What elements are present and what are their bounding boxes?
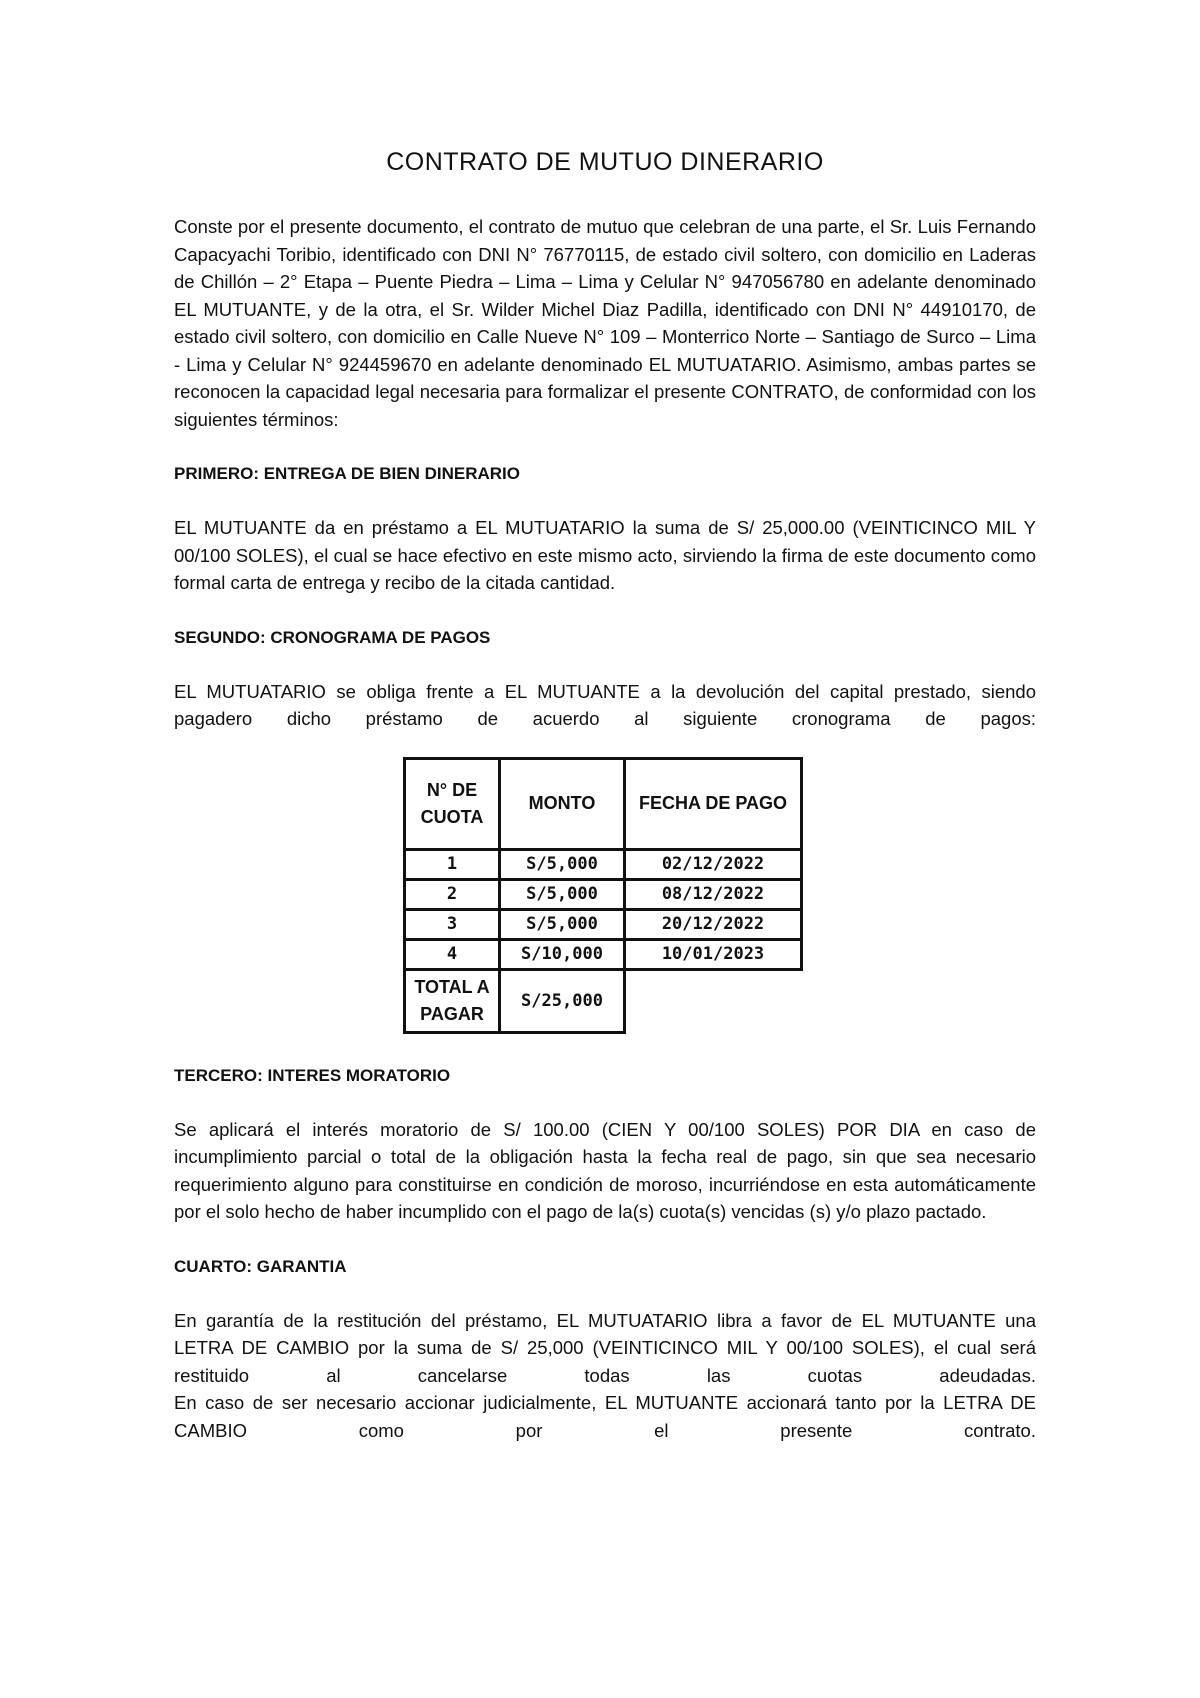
section-body-segundo: EL MUTUATARIO se obliga frente a EL MUTUANTE a la devolución del capital prestado, siendo pagadero dicho préstamo de acuerdo al siguiente cronograma de pagos:: [174, 680, 1036, 729]
table-row: [405, 849, 802, 879]
cell-cuota: 3: [405, 909, 500, 939]
header-monto: MONTO: [500, 758, 625, 849]
cell-cuota: 4: [405, 939, 500, 969]
table-row: [405, 939, 802, 969]
section-heading-primero: PRIMERO: ENTREGA DE BIEN DINERARIO: [174, 464, 521, 483]
table-total-row: [405, 969, 802, 1032]
cell-fecha: 10/01/2023: [625, 939, 802, 969]
section-heading-tercero: TERCERO: INTERES MORATORIO: [174, 1065, 451, 1085]
section-body-cuarto-1: En garantía de la restitución del préstamo, EL MUTUATARIO libra a favor de EL MUTUANTE una LETRA DE CAMBIO por la suma de S/ 25,000 (VEINTICINCO MIL Y 00/100 SOLES), el cual será restituido al cancelarse todas las cuotas adeudadas.: [174, 1309, 1036, 1386]
section-body-primero: EL MUTUANTE da en préstamo a EL MUTUATARIO la suma de S/ 25,000.00 (VEINTICINCO MIL Y 00/100 SOLES), el cual se hace efectivo en este mismo acto, sirviendo la firma de este documento como formal carta de entrega y recibo de la citada cantidad.: [174, 517, 1036, 593]
cell-monto: S/5,000: [500, 909, 625, 939]
table-header-row: [405, 758, 802, 849]
cell-fecha: 20/12/2022: [625, 909, 802, 939]
section-heading-segundo: SEGUNDO: CRONOGRAMA DE PAGOS: [174, 627, 491, 647]
section-heading-cuarto: CUARTO: GARANTIA: [174, 1256, 347, 1276]
total-value: S/25,000: [500, 969, 625, 1032]
header-cuota: N° DE CUOTA: [405, 758, 500, 849]
cell-fecha: 08/12/2022: [625, 879, 802, 909]
document-title: CONTRATO DE MUTUO DINERARIO: [386, 148, 824, 176]
section-body-cuarto-2: En caso de ser necesario accionar judicialmente, EL MUTUANTE accionará tanto por la LETRA DE CAMBIO como por el presente contrato.: [174, 1392, 1036, 1441]
cell-fecha: 02/12/2022: [625, 849, 802, 879]
header-fecha: FECHA DE PAGO: [625, 758, 802, 849]
empty-cell: [625, 969, 802, 1032]
table-row: [405, 879, 802, 909]
section-body-tercero: Se aplicará el interés moratorio de S/ 100.00 (CIEN Y 00/100 SOLES) POR DIA en caso de incumplimiento parcial o total de la obligación hasta la fecha real de pago, sin que sea necesario requerimiento alguno para constituirse en condición de moroso, incurriéndose en esta automáticamente por el solo hecho de haber incumplido con el pago de la(s) cuota(s) vencidas (s) y/o plazo pactado.: [174, 1118, 1036, 1222]
intro-paragraph: Conste por el presente documento, el contrato de mutuo que celebran de una parte, el Sr. Luis Fernando Capacyachi Toribio, identificado con DNI N° 76770115, de estado civil soltero, con domicilio en Laderas de Chillón – 2° Etapa – Puente Piedra – Lima – Lima y Celular N° 947056780 en adelante denominado EL MUTUANTE, y de la otra, el Sr. Wilder Michel Diaz Padilla, identificado con DNI N° 44910170, de estado civil soltero, con domicilio en Calle Nueve N° 109 – Monterrico Norte – Santiago de Surco – Lima - Lima y Celular N° 924459670 en adelante denominado EL MUTUATARIO. Asimismo, ambas partes se reconocen la capacidad legal necesaria para formalizar el presente CONTRATO, de conformidad con los siguientes términos:: [174, 216, 1036, 430]
cell-monto: S/5,000: [500, 879, 625, 909]
cell-cuota: 1: [405, 849, 500, 879]
total-label: TOTAL A PAGAR: [405, 969, 500, 1032]
cell-cuota: 2: [405, 879, 500, 909]
cell-monto: S/5,000: [500, 849, 625, 879]
cell-monto: S/10,000: [500, 939, 625, 969]
payment-schedule-table: [403, 757, 803, 1034]
table-row: [405, 909, 802, 939]
